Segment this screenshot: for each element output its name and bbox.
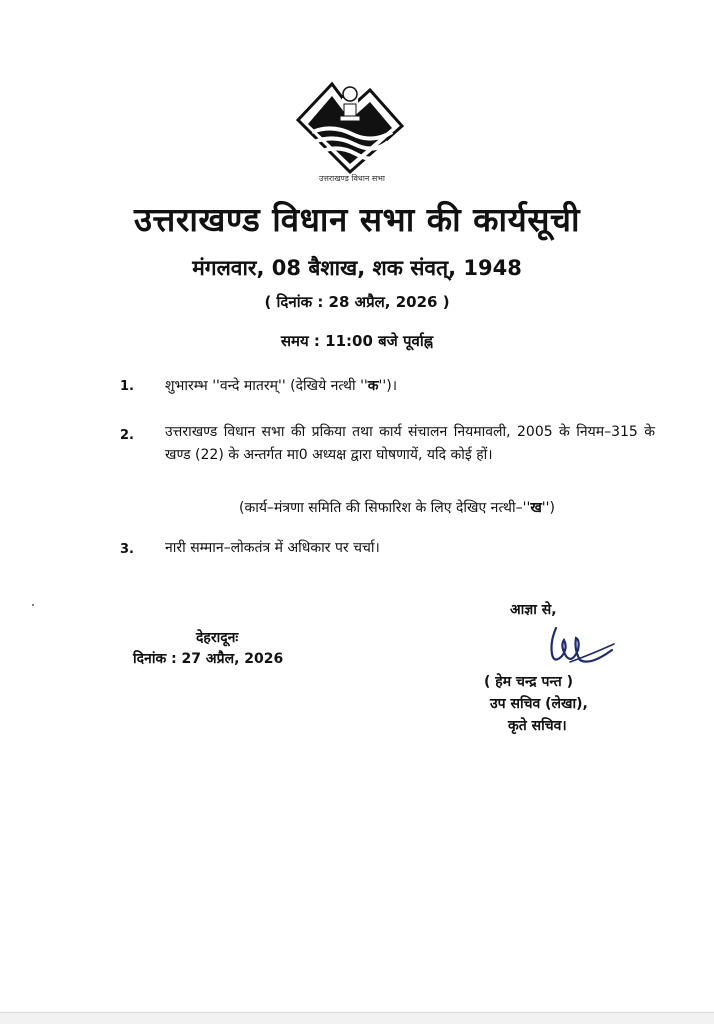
- item-number: 2.: [120, 428, 134, 443]
- agenda-item-2: उत्तराखण्ड विधान सभा की प्रकिया तथा कार्य संचालन नियमावली, 2005 के नियम–315 के खण्ड (22) के अन्तर्गत मा0 अध्यक्ष द्वारा घोषणायें, यदि कोई हों।: [165, 424, 655, 463]
- agenda-item-1: शुभारम्भ ''वन्दे मातरम्'' (देखिये नत्थी ''क'')।: [165, 378, 397, 394]
- scan-speck: [32, 604, 34, 606]
- signature-icon: [540, 620, 620, 670]
- signatory-for-secretary: कृते सचिव।: [508, 718, 567, 734]
- uttarakhand-assembly-emblem-icon: [294, 80, 406, 176]
- signatory-designation: उप सचिव (लेखा),: [490, 696, 588, 712]
- emblem-caption: उत्तराखण्ड विधान सभा: [318, 174, 386, 183]
- session-date: ( दिनांक : 28 अप्रैल, 2026 ): [264, 293, 450, 311]
- place-label: देहरादूनः: [196, 630, 239, 646]
- issue-date: दिनांक : 27 अप्रैल, 2026: [133, 651, 284, 667]
- item-number: 1.: [120, 379, 134, 394]
- document-subtitle: मंगलवार, 08 बैशाख, शक संवत्, 1948: [192, 256, 522, 280]
- agenda-item-3: नारी सम्मान–लोकतंत्र में अधिकार पर चर्चा।: [165, 540, 380, 556]
- agenda-note: (कार्य–मंत्रणा समिति की सिफारिश के लिए देखिए नत्थी–''ख''): [239, 500, 555, 516]
- signatory-name: ( हेम चन्द्र पन्त ): [484, 674, 573, 690]
- by-order-text: आज्ञा से,: [510, 602, 557, 618]
- document-title: उत्तराखण्ड विधान सभा की कार्यसूची: [133, 200, 581, 239]
- session-time: समय : 11:00 बजे पूर्वाह्न: [280, 332, 434, 350]
- item-number: 3.: [120, 542, 134, 557]
